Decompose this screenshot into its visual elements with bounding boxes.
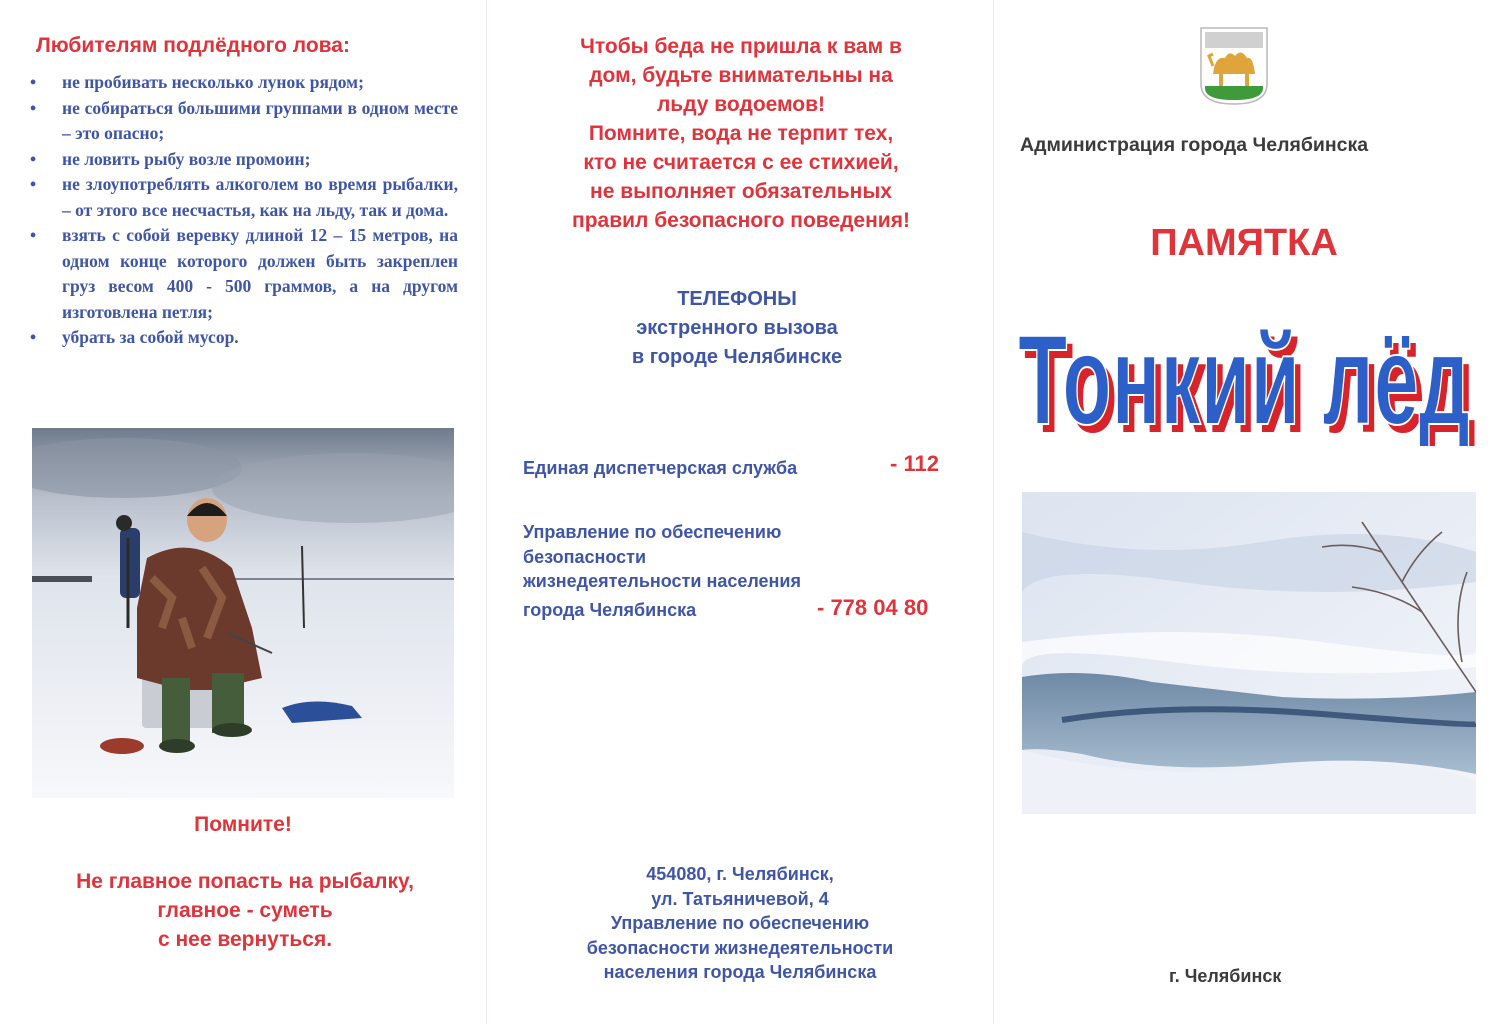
- administration-label: Администрация города Челябинска: [1020, 134, 1369, 156]
- bullet-icon: •: [30, 174, 37, 194]
- headline: [1016, 296, 1486, 446]
- headline-text: Тонкий лёд: [1018, 309, 1470, 446]
- memo-title: ПАМЯТКА: [1150, 222, 1338, 264]
- thin-ice-photo: [1022, 492, 1476, 814]
- bullet-icon: •: [30, 225, 37, 245]
- remember-text: Не главное попасть на рыбалку, главное - суметь с нее вернуться.: [76, 870, 414, 951]
- bullet-icon: •: [30, 72, 37, 92]
- right-panel: [994, 0, 1488, 1024]
- list-item: • убрать за собой мусор.: [30, 325, 458, 351]
- remember-title: Помните!: [194, 813, 292, 836]
- list-item: • не ловить рыбу возле промоин;: [30, 147, 458, 173]
- list-item: • не собираться большими группами в одном месте – это опасно;: [30, 97, 458, 143]
- service-phone-number: - 112: [890, 451, 939, 476]
- middle-panel: [487, 0, 993, 1024]
- coat-of-arms-icon: [1199, 26, 1269, 106]
- address-block: 454080, г. Челябинск, ул. Татьяничевой, 4 Управление по обеспечению безопасности жизнедеятельности населения города Челябинска: [586, 864, 894, 982]
- phones-title: ТЕЛЕФОНЫ экстренного вызова в городе Челябинске: [631, 288, 843, 368]
- city-label: г. Челябинск: [1169, 966, 1282, 986]
- list-item: • не злоупотреблять алкоголем во время рыбалки, – от этого все несчастья, как на льду, так и дома.: [30, 174, 458, 220]
- list-item: • взять с собой веревку длиной 12 – 15 метров, на одном конце которого должен быть закреплен груз весом 400 - 500 граммов, а на другом изготовлена петля;: [30, 225, 458, 322]
- warning-text: Чтобы беда не пришла к вам в дом, будьте внимательны на льду водоемов! Помните, вода не терпит тех, кто не считается с ее стихией, не выполняет обязательных правил безопасного поведения!: [572, 35, 910, 232]
- ice-fishing-photo: [32, 428, 454, 798]
- tips-title: Любителям подлёдного лова:: [36, 34, 350, 57]
- left-panel: [0, 0, 486, 1024]
- bullet-icon: •: [30, 148, 37, 169]
- service-label: Управление по обеспечению безопасности жизнедеятельности населения города Челябинска: [523, 522, 801, 620]
- bullet-icon: •: [30, 327, 37, 347]
- bullet-icon: •: [30, 97, 37, 118]
- service-label: Единая диспетчерская служба: [523, 458, 798, 478]
- tips-list: [30, 70, 458, 351]
- headline-shadow: Тонкий лёд: [1024, 317, 1476, 446]
- service-phone-number: - 778 04 80: [817, 595, 929, 620]
- list-item: • не пробивать несколько лунок рядом;: [30, 70, 458, 96]
